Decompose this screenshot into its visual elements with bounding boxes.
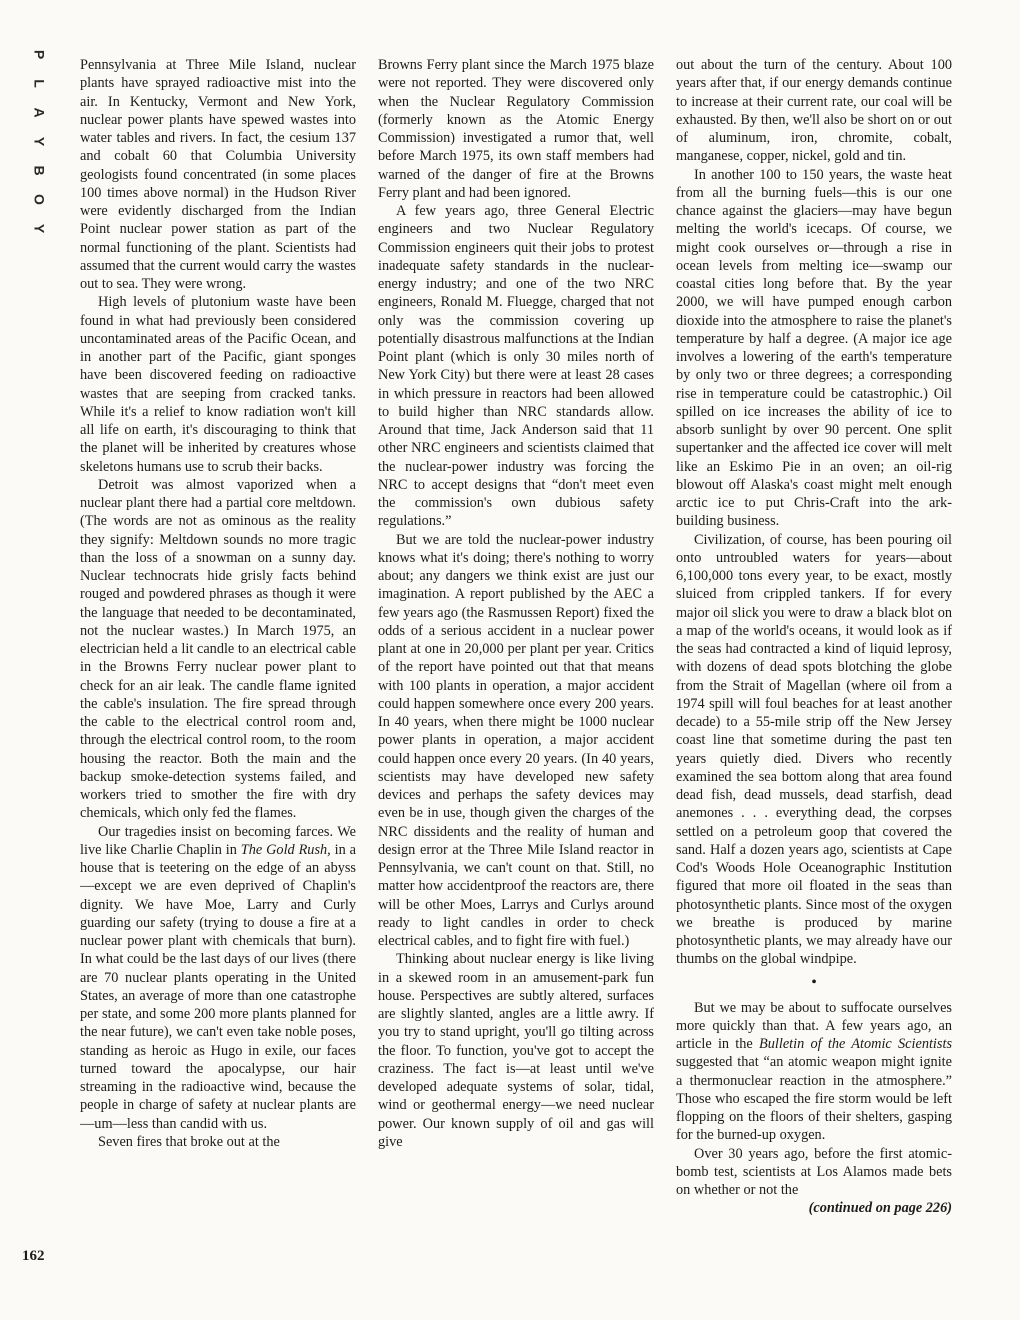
paragraph: Civilization, of course, has been pouring oil onto untroubled waters for years—about 6,100,000 tons every year, to be exact, mostly sluiced from crippled tankers. If for every major oil slick you were to draw a black blot on a map of the world's oceans, it would look as if the seas had contracted a kind of liquid leprosy, with dozens of dead spots blotching the globe from the Strait of Magellan (where oil from a 1974 spill will foul beaches for at least another decade) to a 55-mile strip off the New Jersey coast line that sometime during the past ten years quietly died. Divers who recently examined the sea bottom along that area found dead fish, dead mussels, dead starfish, dead anemones . . . everything dead, the corpses settled on a petroleum goop that covered the sand. Half a dozen years ago, scientists at Cape Cod's Woods Hole Oceanographic Institution figured that more oil floated in the seas than photosynthetic plants. Since most of the oxygen we breathe is produced by marine photosynthetic plants, we may already have our thumbs on the global windpipe. xyxy=(676,531,952,968)
continued-notice: (continued on page 226) xyxy=(808,1200,952,1217)
magazine-letter: P xyxy=(31,49,48,60)
film-title: The Gold Rush, xyxy=(240,841,331,858)
magazine-letter: A xyxy=(31,107,48,118)
paragraph: Browns Ferry plant since the March 1975 blaze were not reported. They were discovered only when the Nuclear Regulatory Commission (formerly known as the Atomic Energy Commission) investigated a rumor that, well before March 1975, its own staff members had warned of the danger of fire at the Browns Ferry plant and had been ignored. xyxy=(378,57,654,201)
magazine-letter: O xyxy=(31,194,48,205)
paragraph xyxy=(80,823,356,1133)
paragraph: High levels of plutonium waste have been found in what had previously been considered uncontaminated areas of the Pacific Ocean, and in another part of the Pacific, giant sponges have been discovered feeding on radioactive wastes that are seeping from cracked tanks. While it's a relief to know radiation won't kill all life on earth, it's discouraging to think that the planet will be inherited by creatures whose skeletons humans use to scrub their backs. xyxy=(80,294,356,475)
magazine-name-vertical xyxy=(22,40,56,243)
text-column-3 xyxy=(676,56,952,1266)
magazine-letter: Y xyxy=(31,136,48,147)
paragraph: In another 100 to 150 years, the waste heat from all the burning fuels—this is our one chance against the glaciers—may have begun melting the world's icecaps. Of course, we might cook ourselves or—through a rise in ocean levels from melting ice—swamp our coastal cities long before that. By the year 2000, we will have pumped enough carbon dioxide into the atmosphere to raise the planet's temperature by half a degree. (A major ice age involves a lowering of the earth's temperature by only two or three degrees; a corresponding rise in temperature could be catastrophic.) Oil spilled on ice increases the ability of ice to absorb sunlight by over 90 percent. One split supertanker and the affected ice cover will melt like an Eskimo Pie in an oven; an oil-rig blowout off Alaska's coast might melt enough arctic ice to put Chris-Craft into the ark-building business. xyxy=(676,166,952,530)
page-number: 162 xyxy=(22,1248,45,1264)
paragraph: Seven fires that broke out at the xyxy=(98,1133,280,1150)
paragraph: Detroit was almost vaporized when a nuclear plant there had a partial core meltdown. (The words are not as ominous as the reality they signify: Meltdown sounds no more tragic than the loss of a snowman on a sunny day. Nuclear technocrats hide grisly facts behind rouged and powdered phrases as though it were the language that needed to be decontaminated, not the nuclear wastes.) In March 1975, an electrician held a lit candle to an electrical cable in the Browns Ferry nuclear power plant to check for an air leak. The candle flame ignited the cable's insulation. The fire spread through the cable to the electrical control room and, through the electrical control room, to the room housing the reactor. Both the main and the backup smoke-detection systems failed, and workers tried to smother the fire with dry chemicals, which only fed the flames. xyxy=(80,476,356,822)
paragraph-text: suggested that “an atomic weapon might ignite a thermonuclear reaction in the atmosphere.” Those who escaped the fire storm would be left flopping on the floors of their shelters, gasping for the burned-up oxygen. xyxy=(676,1054,952,1144)
magazine-letter: B xyxy=(31,165,48,176)
paragraph: Thinking about nuclear energy is like living in a skewed room in an amusement-park fun house. Perspectives are subtly altered, surfaces are slightly slanted, angles are a little awry. If you try to stand upright, you'll go tilting across the floor. To function, you've got to accept the craziness. The fact is—at least until we've developed adequate systems of solar, tidal, wind or geothermal energy—we need nuclear power. Our known supply of oil and gas will give xyxy=(378,951,654,1150)
text-column-1 xyxy=(80,56,356,1266)
paragraph: out about the turn of the century. About 100 years after that, if our energy demands continue to increase at their current rate, our coal will be exhausted. By then, we'll also be short on or out of aluminum, iron, chromite, cobalt, manganese, copper, nickel, gold and tin. xyxy=(676,57,952,165)
magazine-letter: L xyxy=(31,79,48,88)
paragraph: Over 30 years ago, before the first atomic-bomb test, scientists at Los Alamos made bets on whether or not the xyxy=(676,1145,952,1198)
paragraph-text: But we may be about to suffocate ourselves more quickly than that. A few years ago, an article in the xyxy=(676,999,952,1052)
paragraph: Pennsylvania at Three Mile Island, nuclear plants have sprayed radioactive mist into the air. In Kentucky, Vermont and New York, nuclear power plants have spewed wastes into water tables and rivers. In fact, the cesium 137 and cobalt 60 that Columbia University geologists found concentrated (in some places 100 times above normal) in the Hudson River were evidently discharged from the Indian Point nuclear power station as part of the normal functioning of the plant. Scientists had assumed that the current would carry the wastes out to sea. They were wrong. xyxy=(80,57,356,292)
section-break-bullet: • xyxy=(811,973,817,991)
paragraph-text: in a house that is teetering on the edge of an abyss—except we are even deprived of Chaplin's dignity. We have Moe, Larry and Curly guarding our safety (trying to douse a fire at a nuclear power plant with chemicals that burn). In what could be the last days of our lives (there are 70 nuclear plants operating in the United States, an average of more than one catastrophe per state, and some 200 more plants planned for the near future), we can't even take noble poses, standing as heroic as Hugo in exile, our faces turned toward the apocalypse, our hair streaming in the radioactive wind, because the people in charge of safety at nuclear plants are—um—less than candid with us. xyxy=(80,841,356,1132)
paragraph xyxy=(676,999,952,1145)
paragraph: But we are told the nuclear-power industry knows what it's doing; there's nothing to worry about; any dangers we think exist are just our imagination. A report published by the AEC a few years ago (the Rasmussen Report) fixed the odds of a serious accident in a nuclear power plant at one in 20,000 per plant per year. Critics of the report have pointed out that that means with 100 plants in operation, a major accident could happen somewhere once every 200 years. In 40 years, when there might be 1000 nuclear power plants in operation, a major accident could happen once every 20 years. (In 40 years, scientists may have developed new safety devices and perhaps the safety devices may even be in use, though given the charges of the NRC dissidents and the reality of human and design error at the Three Mile Island reactor in Pennsylvania, we can't count on that. Still, no matter how accidentproof the reactors are, there will be other Moes, Larrys and Curlys around ready to light candles in order to check electrical cables, and to fight fire with fuel.) xyxy=(378,531,654,949)
paragraph-text: Our tragedies insist on becoming farces. We live like Charlie Chaplin in xyxy=(80,823,356,858)
publication-title: Bulletin of the Atomic Scientists xyxy=(759,1036,952,1052)
paragraph: A few years ago, three General Electric engineers and two Nuclear Regulatory Commission engineers quit their jobs to protest inadequate safety standards in the nuclear-energy industry; and one of the two NRC engineers, Ronald M. Fluegge, charged that not only was the commission covering up potentially disastrous malfunctions at the Indian Point plant (which is only 30 miles north of New York City) but there were at least 28 cases in which pressure in reactors had been allowed to build higher than NRC standards allow. Around that time, Jack Anderson said that 11 other NRC engineers and scientists claimed that the nuclear-power industry was forcing the NRC to accept designs that “don't meet even the commission's own dubious safety regulations.” xyxy=(378,203,654,530)
magazine-letter: Y xyxy=(31,223,48,234)
text-column-2 xyxy=(378,56,654,1266)
